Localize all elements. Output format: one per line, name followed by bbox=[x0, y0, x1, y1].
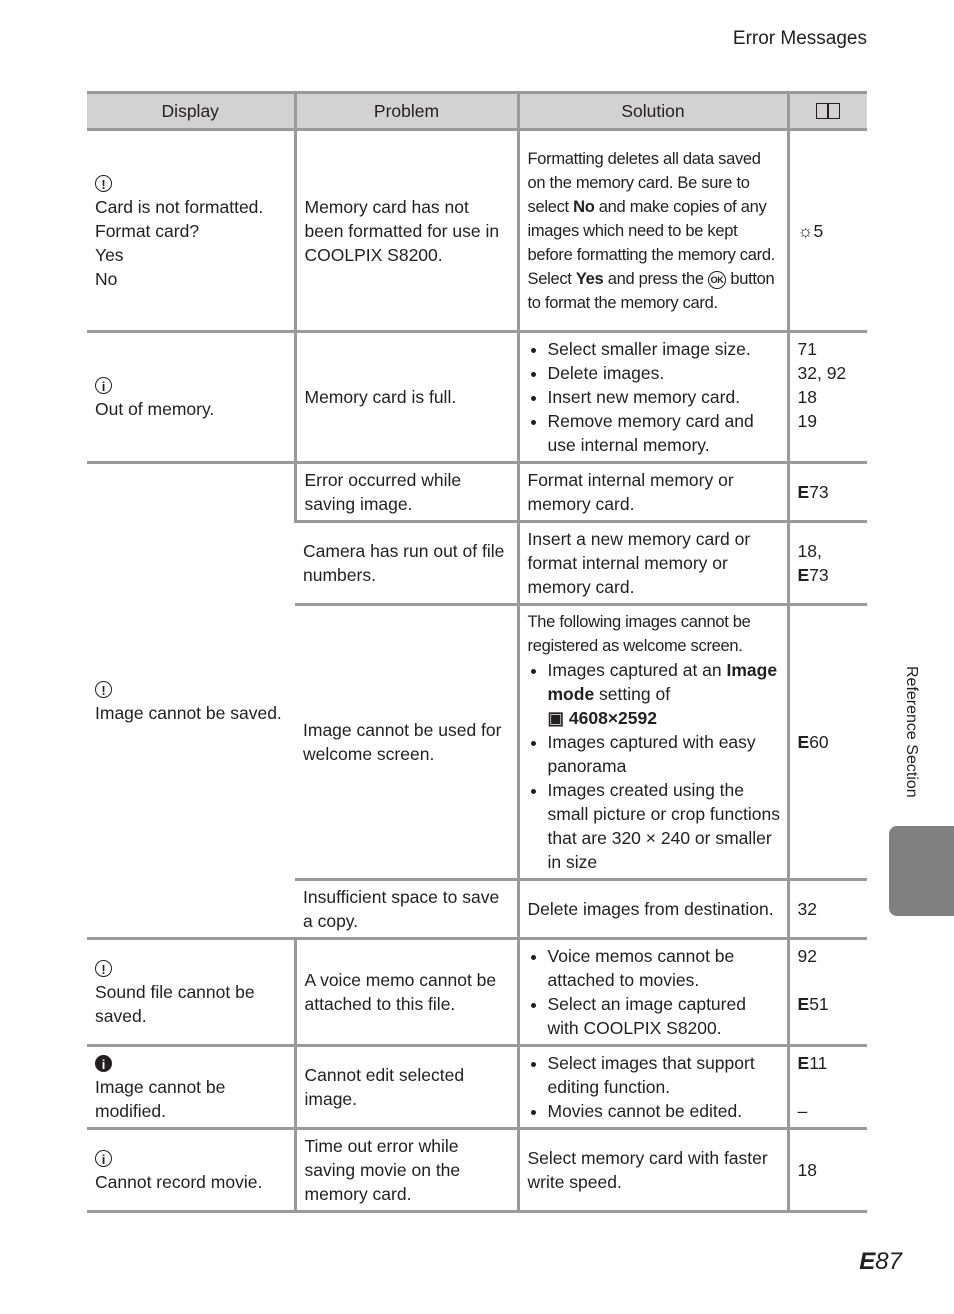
reference-cell: E73 bbox=[788, 463, 867, 522]
solution-cell: Format internal memory or memory card. bbox=[518, 463, 788, 522]
display-text: Yes bbox=[95, 244, 124, 265]
col-display: Display bbox=[87, 93, 295, 130]
reference-cell: E11 – bbox=[788, 1046, 867, 1129]
e-ref-icon: E bbox=[797, 994, 810, 1014]
list-item: • Delete images. bbox=[548, 361, 781, 385]
e-ref-icon: E bbox=[797, 732, 810, 752]
ok-button-icon: OK bbox=[708, 271, 726, 289]
reference-cell: 32 bbox=[788, 880, 867, 939]
solution-cell bbox=[518, 1046, 788, 1129]
problem-cell: Insufficient space to save a copy. bbox=[295, 880, 518, 939]
page-number: E87 bbox=[859, 1248, 902, 1275]
display-cell bbox=[87, 130, 295, 332]
list-item: • Voice memos cannot be attached to movies. bbox=[548, 944, 781, 992]
solution-cell: Formatting deletes all data saved on the memory card. Be sure to select No and make copies of any images which need to be kept before formatting the memory card. Select Yes and press the OK button to format the memory card. bbox=[518, 130, 788, 332]
solution-cell bbox=[518, 939, 788, 1046]
problem-cell: Memory card is full. bbox=[295, 332, 518, 463]
page-header: Error Messages bbox=[732, 28, 867, 49]
problem-cell: Cannot edit selected image. bbox=[295, 1046, 518, 1129]
solution-cell bbox=[518, 605, 788, 880]
section-tab bbox=[889, 826, 954, 916]
display-cell: i Image cannot be modified. bbox=[87, 1046, 295, 1129]
list-item: • Images captured with easy panorama bbox=[548, 730, 781, 778]
col-solution: Solution bbox=[518, 93, 788, 130]
table-row bbox=[87, 463, 867, 522]
info-filled-icon: i bbox=[95, 1055, 112, 1072]
e-ref-icon: E bbox=[859, 1248, 876, 1275]
display-cell: i Out of memory. bbox=[87, 332, 295, 463]
col-problem: Problem bbox=[295, 93, 518, 130]
list-item: • Insert new memory card. bbox=[548, 385, 781, 409]
e-ref-icon: E bbox=[797, 565, 810, 585]
list-item: • Select images that support editing function. bbox=[548, 1051, 781, 1099]
reference-cell: E60 bbox=[788, 605, 867, 880]
problem-cell: Time out error while saving movie on the memory card. bbox=[295, 1129, 518, 1212]
reference-cell: ☼5 bbox=[788, 130, 867, 332]
warning-icon: ! bbox=[95, 960, 112, 977]
table-row bbox=[87, 1046, 867, 1129]
table-row bbox=[87, 130, 867, 332]
table-row bbox=[87, 1129, 867, 1212]
error-table bbox=[87, 91, 867, 1213]
display-text: Format card? bbox=[95, 220, 200, 241]
reference-cell: 92 E51 bbox=[788, 939, 867, 1046]
problem-cell: A voice memo cannot be attached to this file. bbox=[295, 939, 518, 1046]
display-text: Card is not formatted. bbox=[95, 196, 264, 217]
col-reference bbox=[788, 93, 867, 130]
display-cell: ! Image cannot be saved. bbox=[87, 463, 295, 939]
reference-cell: 18 bbox=[788, 1129, 867, 1212]
solution-cell: Delete images from destination. bbox=[518, 880, 788, 939]
solution-cell bbox=[518, 332, 788, 463]
info-icon: i bbox=[95, 1150, 112, 1167]
problem-cell: Camera has run out of file numbers. bbox=[295, 522, 518, 605]
list-item: • Images created using the small picture or crop functions that are 320 × 240 or smaller in size bbox=[548, 778, 781, 874]
warning-icon: ! bbox=[95, 175, 112, 192]
book-icon bbox=[816, 103, 840, 119]
display-cell: i Cannot record movie. bbox=[87, 1129, 295, 1212]
table-row bbox=[87, 332, 867, 463]
info-icon: i bbox=[95, 377, 112, 394]
problem-cell: Error occurred while saving image. bbox=[295, 463, 518, 522]
e-ref-icon: E bbox=[797, 1053, 810, 1073]
reference-cell: 71 32, 92 18 19 bbox=[788, 332, 867, 463]
problem-cell: Memory card has not been formatted for use in COOLPIX S8200. bbox=[295, 130, 518, 332]
display-cell: ! Sound file cannot be saved. bbox=[87, 939, 295, 1046]
solution-cell: Select memory card with faster write speed. bbox=[518, 1129, 788, 1212]
e-ref-icon: E bbox=[797, 482, 810, 502]
display-text: No bbox=[95, 268, 118, 289]
header-row bbox=[87, 93, 867, 130]
reference-cell: 18, E73 bbox=[788, 522, 867, 605]
image-size-icon: ▣ bbox=[547, 708, 569, 728]
list-item: • Remove memory card and use internal memory. bbox=[548, 409, 781, 457]
section-label: Reference Section bbox=[903, 666, 920, 798]
list-item: • Movies cannot be edited. bbox=[548, 1099, 781, 1123]
warning-icon: ! bbox=[95, 681, 112, 698]
list-item: • Select an image captured with COOLPIX S8200. bbox=[548, 992, 781, 1040]
table-row bbox=[87, 939, 867, 1046]
list-item: • Select smaller image size. bbox=[548, 337, 781, 361]
list-item: • Images captured at an Image mode setting of ▣ 4608×2592 bbox=[548, 658, 781, 730]
solution-cell: Insert a new memory card or format internal memory or memory card. bbox=[518, 522, 788, 605]
problem-cell: Image cannot be used for welcome screen. bbox=[295, 605, 518, 880]
setup-icon: ☼ bbox=[797, 220, 814, 241]
solution-intro: The following images cannot be registered as welcome screen. bbox=[527, 613, 751, 655]
